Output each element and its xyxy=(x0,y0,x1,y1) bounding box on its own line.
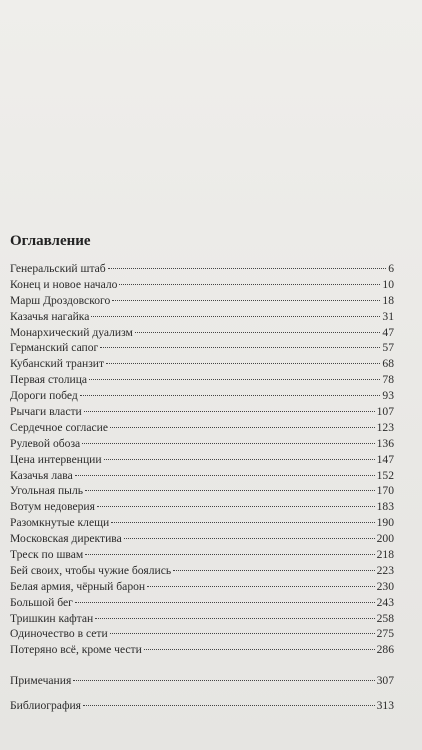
toc-entry-page: 243 xyxy=(376,595,394,609)
toc-entry-title: Марш Дроздовского xyxy=(10,293,111,307)
toc-entry xyxy=(10,563,394,579)
toc-entry-page: 275 xyxy=(376,627,394,641)
toc-entry-page: 170 xyxy=(376,484,394,498)
toc-entry-page: 152 xyxy=(376,468,394,482)
dot-leader xyxy=(147,586,374,587)
toc-entry-page: 57 xyxy=(382,341,394,355)
toc-entry-title: Дороги побед xyxy=(10,389,78,403)
toc-entry xyxy=(10,404,394,420)
toc-entry-title: Казачья нагайка xyxy=(10,309,90,323)
toc-entry-title: Германский сапог xyxy=(10,341,99,355)
dot-leader xyxy=(97,506,375,507)
dot-leader xyxy=(111,522,374,523)
dot-leader xyxy=(80,395,381,396)
toc-entry-title: Рычаги власти xyxy=(10,405,82,419)
toc-entry-title: Вотум недоверия xyxy=(10,500,95,514)
toc-entry-title: Сердечное согласие xyxy=(10,420,108,434)
dot-leader xyxy=(84,411,375,412)
toc-entry-page: 18 xyxy=(382,293,394,307)
toc-entry-title: Разомкнутые клещи xyxy=(10,516,110,530)
toc-entry-page: 136 xyxy=(376,436,394,450)
toc-entry-title: Одиночество в сети xyxy=(10,627,108,641)
dot-leader xyxy=(85,490,375,491)
toc-entry xyxy=(10,468,394,484)
toc-entry-title: Конец и новое начало xyxy=(10,277,118,291)
dot-leader xyxy=(75,475,375,476)
dot-leader xyxy=(124,538,375,539)
dot-leader xyxy=(83,705,375,706)
toc-entry xyxy=(10,420,394,436)
toc-entry xyxy=(10,325,394,341)
toc-entry xyxy=(10,436,394,452)
toc-entry-notes xyxy=(10,673,394,689)
dot-leader xyxy=(91,316,380,317)
toc-entry xyxy=(10,309,394,325)
toc-entry-title: Потеряно всё, кроме чести xyxy=(10,643,142,657)
dot-leader xyxy=(173,570,374,571)
table-of-contents xyxy=(10,231,394,714)
dot-leader xyxy=(104,459,375,460)
dot-leader xyxy=(106,363,380,364)
toc-entry-page: 200 xyxy=(376,532,394,546)
toc-entry-title: Бей своих, чтобы чужие боялись xyxy=(10,563,172,577)
toc-entry xyxy=(10,261,394,277)
toc-entry xyxy=(10,452,394,468)
toc-entry xyxy=(10,642,394,658)
toc-entry-title: Первая столица xyxy=(10,373,88,387)
toc-entry xyxy=(10,626,394,642)
toc-entry-title: Библиография xyxy=(10,699,82,713)
toc-entry-title: Тришкин кафтан xyxy=(10,611,94,625)
toc-entry-page: 258 xyxy=(376,611,394,625)
toc-entry-title: Монархический дуализм xyxy=(10,325,133,339)
dot-leader xyxy=(89,379,380,380)
toc-entry-title: Цена интервенции xyxy=(10,452,102,466)
dot-leader xyxy=(144,649,375,650)
toc-entry-page: 223 xyxy=(376,563,394,577)
toc-entry-title: Рулевой обоза xyxy=(10,436,81,450)
dot-leader xyxy=(110,427,375,428)
toc-entry xyxy=(10,499,394,515)
dot-leader xyxy=(110,633,375,634)
toc-entry-title: Казачья лава xyxy=(10,468,73,482)
dot-leader xyxy=(135,332,381,333)
dot-leader xyxy=(85,554,374,555)
toc-entry-page: 31 xyxy=(382,309,394,323)
spacer xyxy=(10,658,394,673)
dot-leader xyxy=(82,443,374,444)
toc-entry xyxy=(10,611,394,627)
toc-entry-page: 107 xyxy=(376,405,394,419)
toc-entry xyxy=(10,595,394,611)
toc-entry-title: Большой бег xyxy=(10,595,73,609)
toc-list xyxy=(10,261,394,714)
toc-entry xyxy=(10,515,394,531)
toc-entry-page: 123 xyxy=(376,420,394,434)
toc-entry xyxy=(10,579,394,595)
spacer xyxy=(10,689,394,698)
toc-entry-page: 190 xyxy=(376,516,394,530)
toc-entry-page: 307 xyxy=(376,674,394,688)
toc-entry xyxy=(10,293,394,309)
toc-entry-page: 286 xyxy=(376,643,394,657)
dot-leader xyxy=(112,300,380,301)
dot-leader xyxy=(100,347,380,348)
toc-entry-page: 313 xyxy=(376,699,394,713)
toc-entry-title: Белая армия, чёрный барон xyxy=(10,579,146,593)
toc-entry xyxy=(10,340,394,356)
toc-entry-page: 47 xyxy=(382,325,394,339)
toc-entry-title: Генеральский штаб xyxy=(10,262,106,275)
toc-entry-title: Угольная пыль xyxy=(10,484,84,498)
dot-leader xyxy=(73,680,374,681)
toc-entry-page: 78 xyxy=(382,373,394,387)
toc-entry-title: Кубанский транзит xyxy=(10,357,105,371)
toc-entry-page: 147 xyxy=(376,452,394,466)
toc-entry-title: Московская директива xyxy=(10,532,122,546)
toc-entry-page: 93 xyxy=(382,389,394,403)
toc-entry-page: 6 xyxy=(388,262,394,275)
toc-entry-title: Примечания xyxy=(10,674,72,688)
toc-entry xyxy=(10,372,394,388)
dot-leader xyxy=(75,602,375,603)
toc-entry xyxy=(10,483,394,499)
toc-entry-page: 68 xyxy=(382,357,394,371)
toc-entry-title: Треск по швам xyxy=(10,548,84,562)
toc-entry-bibliography xyxy=(10,698,394,714)
toc-entry-page: 183 xyxy=(376,500,394,514)
toc-entry xyxy=(10,356,394,372)
toc-entry xyxy=(10,531,394,547)
toc-entry xyxy=(10,388,394,404)
toc-entry-page: 218 xyxy=(376,548,394,562)
dot-leader xyxy=(95,618,374,619)
dot-leader xyxy=(119,284,380,285)
toc-title: Оглавление xyxy=(10,233,91,249)
toc-entry xyxy=(10,277,394,293)
toc-entry-page: 230 xyxy=(376,579,394,593)
dot-leader xyxy=(108,268,387,269)
toc-entry-page: 10 xyxy=(382,277,394,291)
toc-entry xyxy=(10,547,394,563)
